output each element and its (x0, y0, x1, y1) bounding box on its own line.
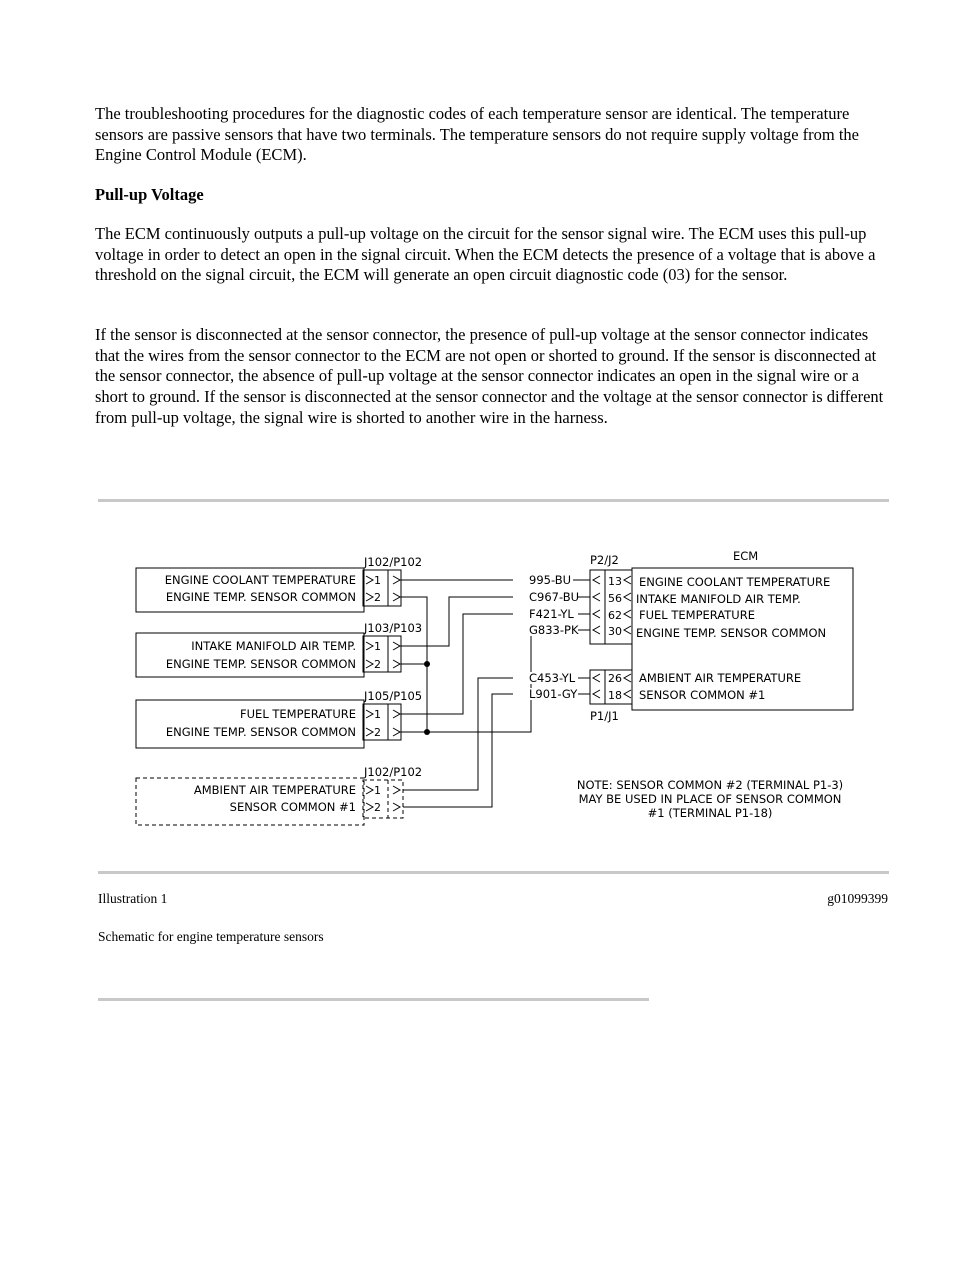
svg-text:26: 26 (608, 672, 622, 685)
wire-label: 995-BU (529, 573, 571, 587)
sensor-coolant-common-label: ENGINE TEMP. SENSOR COMMON (165, 590, 356, 604)
illustration-caption: Schematic for engine temperature sensors (98, 929, 324, 944)
svg-text:18: 18 (608, 689, 622, 702)
ecm-fuel-label: FUEL TEMPERATURE (639, 608, 755, 622)
sensor-fuel-common-label: ENGINE TEMP. SENSOR COMMON (165, 725, 356, 739)
svg-text:2: 2 (374, 801, 381, 814)
svg-text:1: 1 (374, 574, 381, 587)
section-end-rule (98, 998, 649, 1001)
pullup-paragraph: The ECM continuously outputs a pull-up voltage on the circuit for the sensor signal wire. The ECM uses this pull-up voltage in order to detect an open in the signal circuit. When the ECM detects the presence of a voltage that is above a threshold on the signal circuit, the ECM will generate an open circuit diagnostic code (03) for the sensor. (95, 224, 876, 285)
sensor-ambient-label: AMBIENT AIR TEMPERATURE (193, 783, 356, 797)
svg-text:2: 2 (374, 658, 381, 671)
svg-text:2: 2 (374, 726, 381, 739)
ecm-ambient-label: AMBIENT AIR TEMPERATURE (639, 671, 802, 685)
wire-label: C967-BU (529, 590, 580, 604)
connector-j102-label: J102/P102 (364, 555, 423, 569)
disconnect-paragraph: If the sensor is disconnected at the sensor connector, the presence of pull-up voltage at the sensor connector indicates that the wires from the sensor connector to the ECM are not open or shorted to ground. If the sensor is disconnected at the sensor connector, the absence of pull-up voltage at the sensor connector indicates an open in the signal wire or a short to ground. If the sensor is disconnected at the sensor connector and the voltage at the sensor connector is different from pull-up voltage, the signal wire is shorted to another wire in the harness. (95, 325, 884, 427)
ecm-common-label: ENGINE TEMP. SENSOR COMMON (636, 626, 827, 640)
connector-j105-label: J105/P105 (364, 689, 423, 703)
connector-p1j1-label: P1/J1 (590, 709, 619, 723)
note-line: NOTE: SENSOR COMMON #2 (TERMINAL P1-3) (576, 778, 844, 792)
svg-text:1: 1 (374, 640, 381, 653)
ecm-coolant-label: ENGINE COOLANT TEMPERATURE (639, 575, 831, 589)
wire-label: L901-GY (529, 687, 578, 701)
illustration-label: Illustration 1 (98, 891, 168, 906)
svg-text:1: 1 (374, 784, 381, 797)
wire-label: F421-YL (529, 607, 574, 621)
sensor-intake-common-label: ENGINE TEMP. SENSOR COMMON (165, 657, 356, 671)
svg-text:13: 13 (608, 575, 622, 588)
ecm-intake-label: INTAKE MANIFOLD AIR TEMP. (636, 592, 801, 606)
connector-p2j2-label: P2/J2 (590, 553, 619, 567)
intro-paragraph: The troubleshooting procedures for the diagnostic codes of each temperature sensor are identical. The temperature sensors are passive sensors that have two terminals. The temperature sensors do not require supply voltage from the Engine Control Module (ECM). (95, 104, 859, 165)
note-line: #1 (TERMINAL P1-18) (647, 806, 773, 820)
sensor-fuel-label: FUEL TEMPERATURE (240, 707, 356, 721)
illustration-id: g01099399 (827, 891, 888, 906)
sensor-intake-label: INTAKE MANIFOLD AIR TEMP. (191, 639, 356, 653)
connector-j103-label: J103/P103 (364, 621, 423, 635)
svg-text:2: 2 (374, 591, 381, 604)
ecm-title: ECM (733, 549, 759, 563)
sensor-coolant-label: ENGINE COOLANT TEMPERATURE (164, 573, 356, 587)
wire-label: C453-YL (529, 671, 576, 685)
svg-text:62: 62 (608, 609, 622, 622)
svg-text:1: 1 (374, 708, 381, 721)
svg-text:56: 56 (608, 592, 622, 605)
figure-bottom-rule (98, 871, 889, 874)
wiring-schematic (0, 540, 979, 840)
note-line: MAY BE USED IN PLACE OF SENSOR COMMON (578, 792, 842, 806)
section-heading: Pull-up Voltage (95, 185, 204, 204)
figure-top-rule (98, 499, 889, 502)
sensor-ambient-common-label: SENSOR COMMON #1 (229, 800, 356, 814)
connector-j102-ambient-label: J102/P102 (364, 765, 423, 779)
wire-label: G833-PK (529, 623, 579, 637)
ecm-sensor-common-label: SENSOR COMMON #1 (639, 688, 766, 702)
svg-text:30: 30 (608, 625, 622, 638)
